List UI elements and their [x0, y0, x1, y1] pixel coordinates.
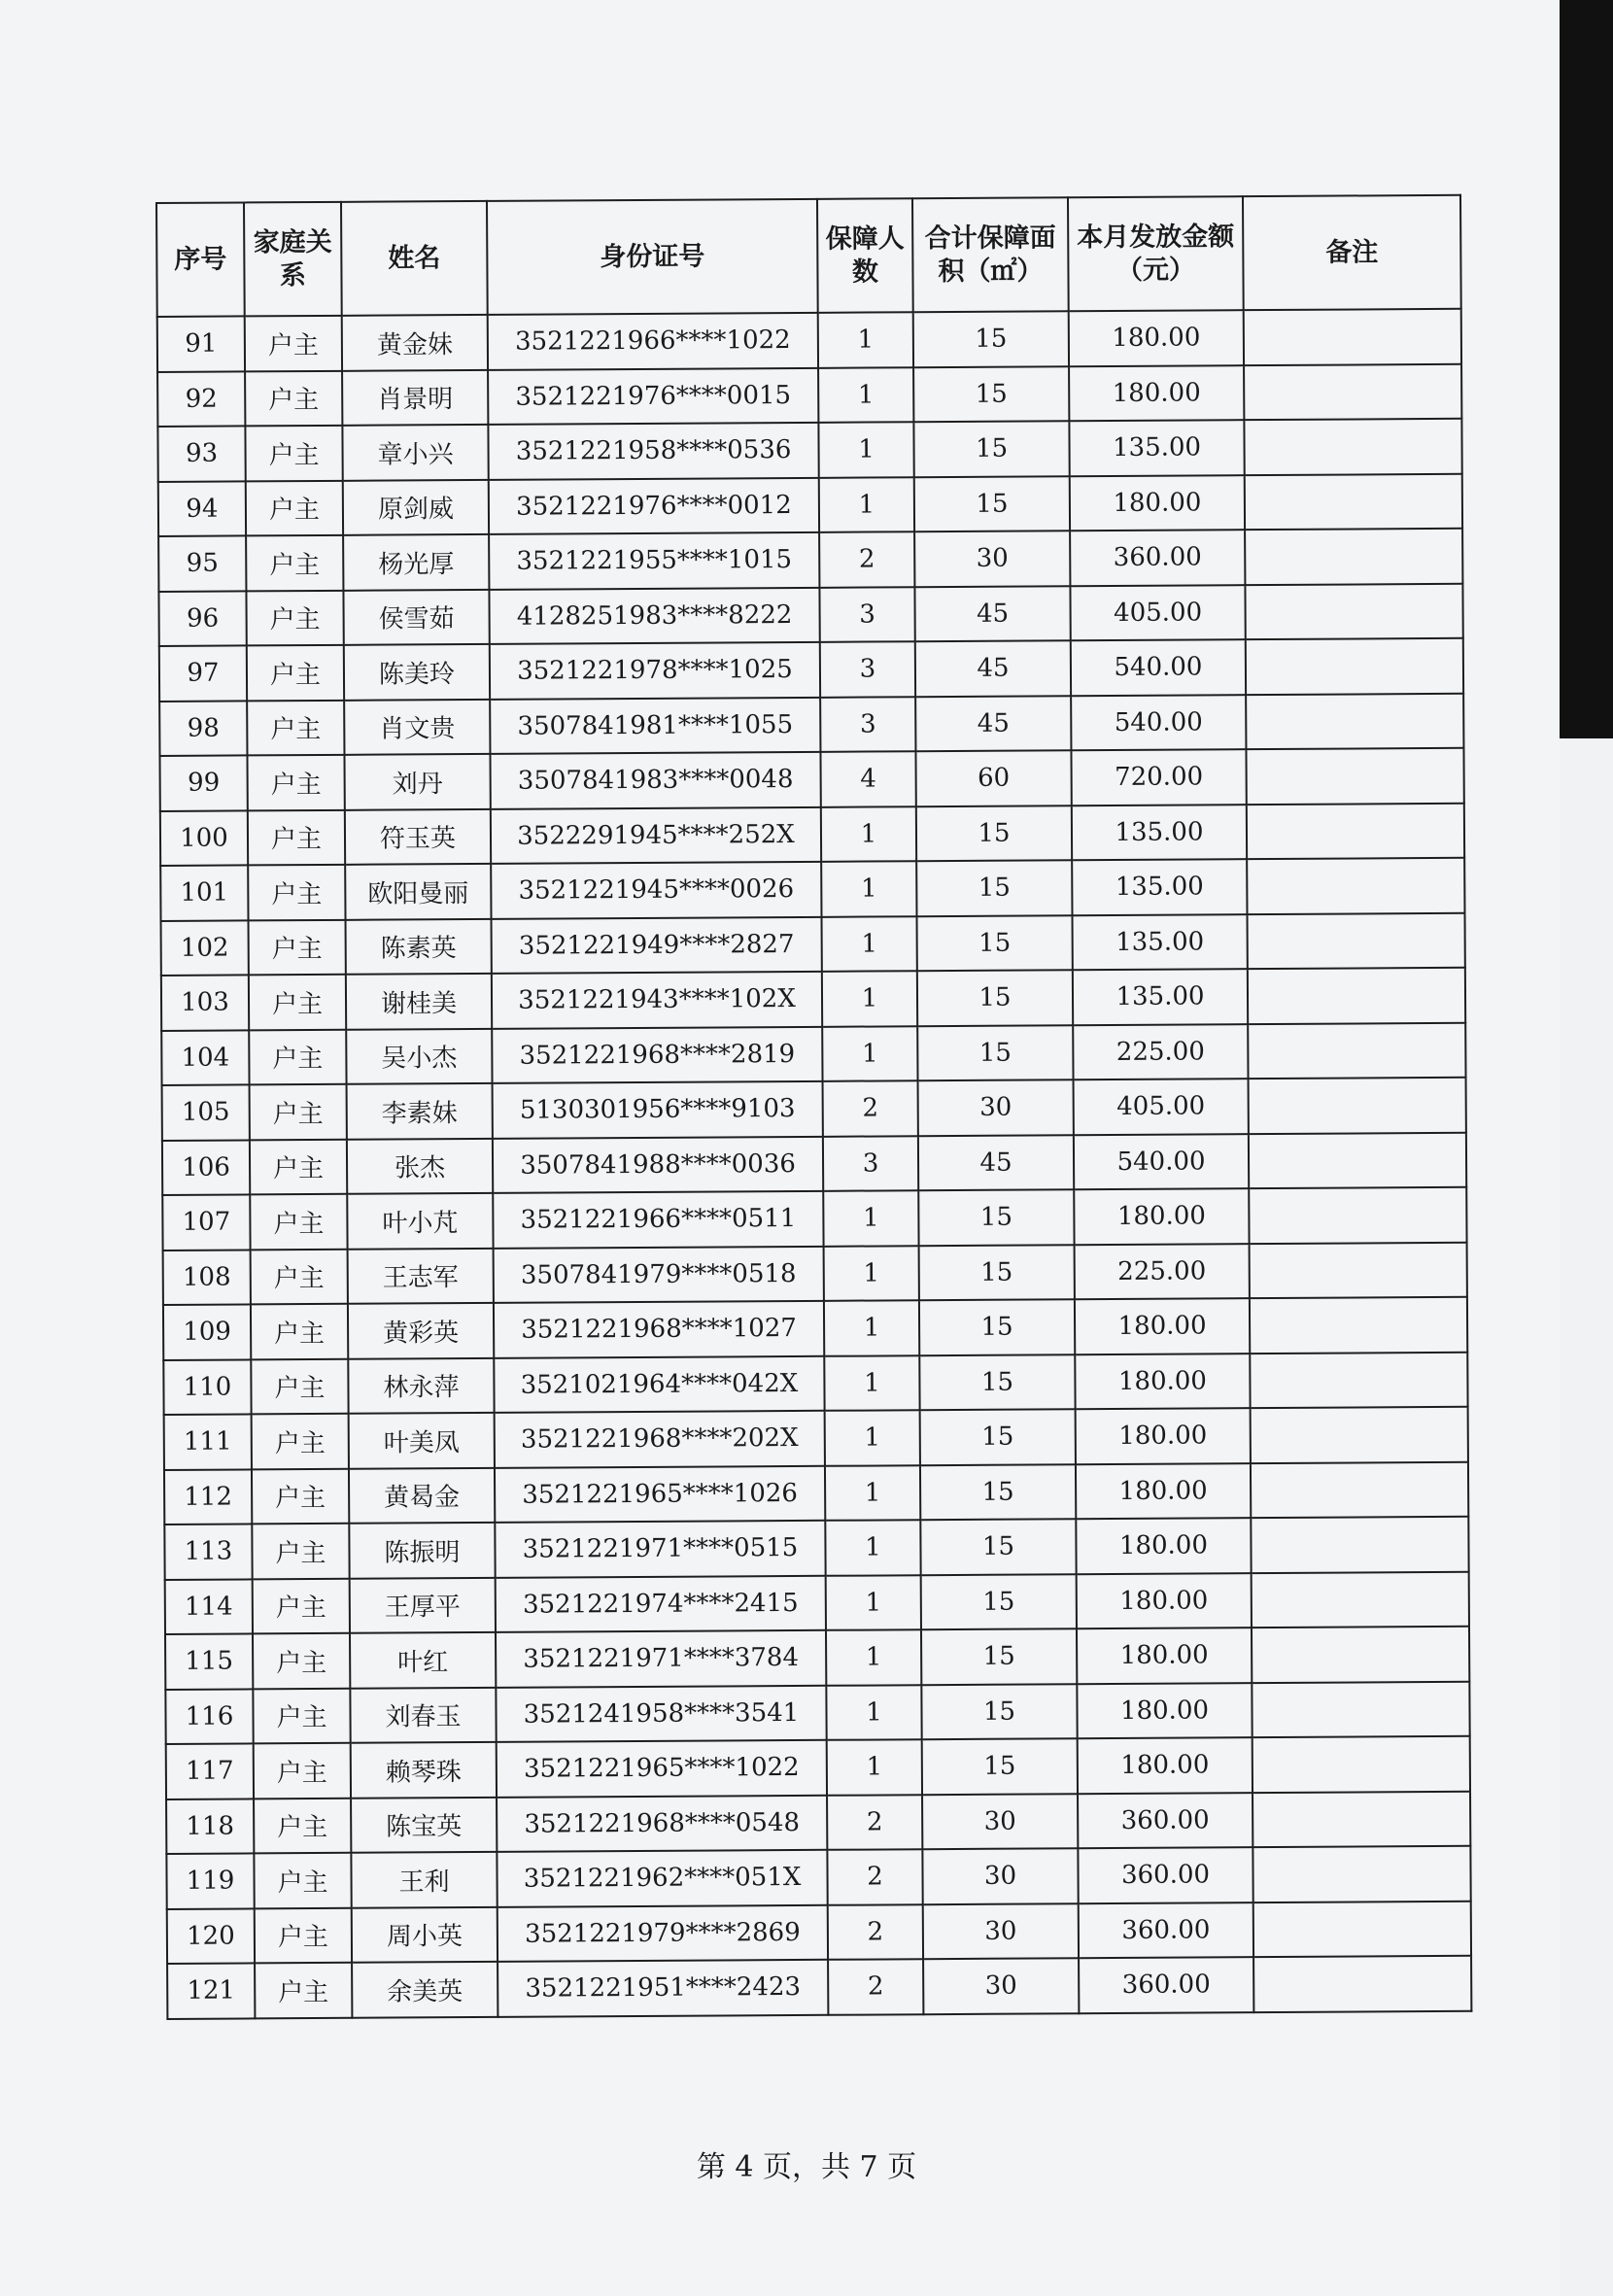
- cell-amount: 180.00: [1075, 1354, 1250, 1410]
- cell-area: 15: [913, 421, 1069, 476]
- cell-seq: 98: [159, 701, 247, 756]
- cell-name: 符玉英: [345, 808, 491, 864]
- cell-id: 3521221966****1022: [488, 313, 818, 370]
- cell-amount: 180.00: [1069, 310, 1244, 366]
- cell-amount: 360.00: [1070, 530, 1245, 586]
- cell-relation: 户主: [252, 1468, 349, 1524]
- cell-name: 李素妹: [347, 1083, 493, 1139]
- header-relation: 家庭关系: [244, 202, 342, 317]
- table-row: [166, 1846, 1470, 1909]
- cell-area: 15: [919, 1354, 1075, 1410]
- cell-name: 肖景明: [342, 369, 488, 425]
- cell-relation: 户主: [255, 1907, 352, 1963]
- cell-amount: 180.00: [1076, 1463, 1251, 1520]
- cell-area: 15: [921, 1684, 1077, 1739]
- cell-persons: 1: [819, 477, 914, 532]
- page-footer: 第 4 页，共 7 页: [696, 2150, 917, 2184]
- table-row: [158, 583, 1462, 646]
- cell-amount: 540.00: [1071, 695, 1246, 751]
- cell-name: 叶小芃: [347, 1193, 493, 1249]
- cell-area: 30: [923, 1958, 1079, 2013]
- cell-area: 30: [918, 1079, 1074, 1135]
- cell-persons: 1: [822, 971, 917, 1026]
- cell-seq: 118: [166, 1799, 254, 1854]
- cell-persons: 3: [823, 1136, 918, 1191]
- cell-relation: 户主: [249, 975, 346, 1030]
- cell-remark: [1244, 419, 1461, 475]
- cell-amount: 360.00: [1078, 1847, 1253, 1903]
- cell-persons: 1: [821, 806, 916, 862]
- cell-relation: 户主: [246, 480, 343, 535]
- cell-persons: 2: [823, 1080, 918, 1136]
- cell-id: 3521021964****042X: [494, 1355, 824, 1413]
- table-row: [165, 1627, 1469, 1690]
- table-row: [159, 693, 1463, 756]
- cell-remark: [1248, 1022, 1465, 1079]
- cell-amount: 135.00: [1069, 420, 1244, 476]
- table-row: [157, 419, 1461, 482]
- cell-persons: 2: [828, 1959, 923, 2014]
- cell-relation: 户主: [250, 1194, 347, 1250]
- cell-relation: 户主: [255, 1963, 352, 2018]
- cell-persons: 1: [826, 1575, 921, 1630]
- cell-name: 原剑威: [343, 479, 489, 534]
- cell-remark: [1251, 1517, 1468, 1573]
- cell-relation: 户主: [248, 809, 345, 865]
- cell-persons: 1: [824, 1246, 919, 1301]
- cell-area: 60: [915, 750, 1071, 805]
- cell-seq: 91: [157, 316, 245, 371]
- cell-relation: 户主: [247, 700, 344, 755]
- cell-remark: [1250, 1352, 1467, 1408]
- cell-area: 15: [922, 1738, 1078, 1794]
- cell-remark: [1244, 363, 1461, 420]
- cell-remark: [1253, 1846, 1470, 1902]
- cell-seq: 102: [161, 920, 249, 976]
- cell-remark: [1249, 1187, 1466, 1244]
- cell-name: 王利: [351, 1852, 497, 1907]
- cell-amount: 225.00: [1073, 1024, 1248, 1080]
- cell-relation: 户主: [245, 426, 342, 481]
- cell-id: 5130301956****9103: [493, 1081, 823, 1139]
- cell-remark: [1245, 529, 1462, 585]
- subsidy-roster-table: [155, 194, 1472, 2020]
- cell-persons: 1: [818, 422, 913, 477]
- cell-area: 15: [918, 1189, 1074, 1245]
- cell-area: 30: [923, 1903, 1079, 1959]
- cell-remark: [1245, 473, 1462, 530]
- table-row: [164, 1407, 1468, 1470]
- cell-amount: 540.00: [1071, 639, 1246, 696]
- cell-area: 15: [920, 1519, 1076, 1574]
- table-row: [160, 803, 1464, 866]
- cell-name: 刘春玉: [350, 1687, 496, 1742]
- cell-remark: [1245, 583, 1462, 639]
- table-row: [160, 858, 1464, 921]
- header-persons: 保障人数: [817, 198, 913, 313]
- cell-seq: 115: [165, 1633, 253, 1689]
- cell-seq: 121: [167, 1963, 255, 2018]
- cell-id: 3521221976****0015: [488, 367, 818, 425]
- cell-name: 张杰: [347, 1138, 493, 1193]
- cell-seq: 107: [162, 1194, 250, 1250]
- table-row: [162, 1078, 1466, 1141]
- cell-relation: 户主: [254, 1798, 351, 1853]
- cell-name: 陈振明: [349, 1523, 495, 1578]
- cell-relation: 户主: [250, 1139, 347, 1194]
- table-row: [159, 748, 1463, 811]
- cell-amount: 360.00: [1078, 1793, 1253, 1849]
- table-row: [165, 1571, 1469, 1634]
- cell-remark: [1251, 1407, 1468, 1463]
- cell-area: 15: [917, 1025, 1073, 1080]
- table-header-row: [156, 195, 1461, 317]
- cell-area: 15: [917, 970, 1073, 1025]
- cell-seq: 96: [158, 591, 246, 646]
- cell-area: 15: [921, 1628, 1077, 1684]
- cell-seq: 120: [167, 1908, 255, 1964]
- cell-remark: [1252, 1627, 1469, 1683]
- cell-amount: 180.00: [1075, 1298, 1250, 1354]
- header-remark: 备注: [1243, 195, 1461, 310]
- cell-relation: 户主: [246, 535, 343, 591]
- cell-seq: 93: [157, 426, 245, 481]
- cell-area: 15: [919, 1299, 1075, 1354]
- table-row: [157, 363, 1461, 427]
- cell-remark: [1251, 1461, 1468, 1518]
- table-row: [167, 1901, 1471, 1964]
- cell-id: 3521221965****1026: [495, 1465, 825, 1523]
- cell-remark: [1253, 1901, 1471, 1957]
- cell-name: 赖琴珠: [351, 1742, 497, 1798]
- cell-seq: 101: [160, 865, 248, 920]
- table-row: [159, 638, 1463, 702]
- cell-relation: 户主: [251, 1304, 348, 1359]
- cell-id: 3521221976****0012: [489, 477, 819, 534]
- cell-relation: 户主: [253, 1688, 350, 1743]
- cell-id: 3507841981****1055: [490, 697, 820, 754]
- cell-id: 3521221951****2423: [498, 1960, 828, 2017]
- cell-remark: [1252, 1681, 1469, 1737]
- cell-remark: [1246, 638, 1463, 695]
- cell-seq: 113: [164, 1524, 252, 1579]
- cell-amount: 180.00: [1077, 1573, 1252, 1629]
- cell-relation: 户主: [249, 919, 346, 975]
- cell-id: 3507841988****0036: [493, 1136, 823, 1193]
- table-row: [163, 1242, 1467, 1305]
- cell-persons: 1: [818, 312, 913, 367]
- cell-area: 15: [920, 1464, 1076, 1520]
- table-row: [161, 912, 1465, 976]
- cell-id: 3521221971****0515: [495, 1521, 825, 1578]
- cell-name: 王厚平: [350, 1577, 496, 1632]
- cell-seq: 92: [157, 371, 245, 427]
- cell-persons: 2: [819, 531, 914, 587]
- cell-seq: 111: [164, 1414, 252, 1469]
- header-id: 身份证号: [487, 199, 818, 315]
- cell-area: 15: [914, 476, 1070, 531]
- cell-name: 王志军: [348, 1248, 494, 1303]
- cell-remark: [1246, 693, 1463, 749]
- cell-id: 3521221955****1015: [489, 532, 819, 590]
- cell-amount: 720.00: [1071, 749, 1246, 805]
- cell-relation: 户主: [248, 865, 345, 920]
- cell-id: 3521221971****3784: [496, 1630, 826, 1688]
- cell-amount: 135.00: [1072, 859, 1247, 915]
- cell-persons: 1: [826, 1629, 921, 1685]
- cell-amount: 180.00: [1070, 475, 1245, 531]
- cell-id: 3521221968****0548: [497, 1795, 827, 1852]
- cell-id: 3521221966****0511: [493, 1191, 823, 1249]
- table-row: [163, 1352, 1467, 1415]
- cell-seq: 109: [163, 1304, 251, 1359]
- table-row: [157, 309, 1461, 372]
- cell-amount: 180.00: [1077, 1628, 1252, 1684]
- cell-seq: 105: [162, 1084, 250, 1140]
- cell-name: 陈美玲: [344, 644, 490, 700]
- cell-remark: [1247, 912, 1464, 969]
- cell-name: 陈素英: [346, 918, 492, 974]
- cell-name: 叶美凤: [349, 1413, 495, 1468]
- cell-amount: 180.00: [1076, 1408, 1251, 1464]
- cell-remark: [1253, 1956, 1471, 2012]
- cell-id: 3521221949****2827: [492, 916, 822, 974]
- cell-relation: 户主: [251, 1249, 348, 1304]
- cell-persons: 1: [827, 1739, 922, 1795]
- cell-area: 45: [914, 586, 1070, 641]
- header-amount: 本月发放金额（元）: [1068, 196, 1244, 311]
- cell-id: 4128251983****8222: [489, 587, 819, 644]
- cell-area: 45: [915, 640, 1071, 696]
- header-seq: 序号: [156, 202, 245, 317]
- table-body: [157, 309, 1472, 2019]
- cell-id: 3521221958****0536: [488, 423, 818, 480]
- cell-persons: 3: [820, 697, 915, 752]
- cell-amount: 180.00: [1077, 1683, 1252, 1739]
- cell-seq: 112: [164, 1469, 252, 1525]
- cell-seq: 119: [166, 1853, 254, 1908]
- cell-remark: [1249, 1078, 1466, 1134]
- header-area: 合计保障面积（㎡）: [912, 197, 1069, 312]
- table-row: [161, 1022, 1465, 1085]
- cell-amount: 180.00: [1074, 1188, 1249, 1245]
- cell-relation: 户主: [249, 1029, 346, 1084]
- cell-relation: 户主: [251, 1358, 348, 1414]
- cell-name: 肖文贵: [344, 699, 490, 754]
- cell-name: 杨光厚: [343, 534, 489, 590]
- cell-seq: 95: [158, 535, 246, 591]
- cell-persons: 1: [824, 1300, 919, 1355]
- cell-name: 陈宝英: [351, 1797, 497, 1852]
- cell-relation: 户主: [252, 1414, 349, 1469]
- table-row: [161, 968, 1465, 1031]
- cell-name: 侯雪茹: [343, 589, 489, 644]
- header-name: 姓名: [341, 201, 488, 316]
- cell-persons: 4: [820, 751, 915, 806]
- cell-area: 15: [919, 1245, 1075, 1300]
- cell-remark: [1246, 748, 1463, 805]
- cell-seq: 97: [159, 645, 247, 701]
- cell-relation: 户主: [245, 370, 342, 426]
- cell-amount: 405.00: [1070, 585, 1245, 641]
- cell-amount: 180.00: [1076, 1518, 1251, 1574]
- cell-amount: 360.00: [1079, 1957, 1253, 2013]
- cell-id: 3507841979****0518: [494, 1246, 824, 1303]
- cell-remark: [1248, 968, 1465, 1024]
- cell-persons: 1: [826, 1685, 921, 1740]
- cell-persons: 3: [819, 587, 914, 642]
- cell-area: 15: [913, 311, 1069, 366]
- table-row: [164, 1461, 1468, 1525]
- cell-amount: 135.00: [1072, 914, 1247, 971]
- cell-id: 3507841983****0048: [490, 752, 820, 809]
- cell-persons: 2: [828, 1904, 923, 1960]
- cell-remark: [1253, 1736, 1470, 1793]
- cell-name: 叶红: [350, 1632, 496, 1688]
- cell-area: 45: [918, 1135, 1074, 1190]
- cell-relation: 户主: [253, 1633, 350, 1689]
- cell-persons: 1: [824, 1355, 919, 1411]
- cell-name: 吴小杰: [346, 1028, 492, 1083]
- cell-id: 3522291945****252X: [491, 806, 821, 864]
- cell-relation: 户主: [254, 1743, 351, 1799]
- cell-id: 3521221968****1027: [494, 1301, 824, 1358]
- cell-area: 15: [917, 915, 1073, 971]
- cell-id: 3521221974****2415: [496, 1575, 826, 1632]
- cell-amount: 135.00: [1072, 805, 1247, 861]
- cell-name: 谢桂美: [346, 974, 492, 1029]
- cell-area: 15: [916, 805, 1072, 861]
- cell-relation: 户主: [250, 1084, 347, 1140]
- scan-edge-paper: [1560, 738, 1613, 2296]
- cell-area: 30: [914, 531, 1070, 586]
- table-row: [163, 1297, 1467, 1360]
- cell-amount: 405.00: [1074, 1079, 1249, 1135]
- cell-seq: 103: [161, 975, 249, 1030]
- cell-remark: [1250, 1242, 1467, 1298]
- cell-relation: 户主: [252, 1524, 349, 1579]
- cell-area: 15: [921, 1574, 1077, 1629]
- cell-area: 30: [922, 1794, 1078, 1849]
- cell-area: 45: [915, 696, 1071, 751]
- cell-seq: 94: [158, 481, 246, 536]
- cell-seq: 110: [163, 1359, 251, 1415]
- cell-name: 黄彩英: [348, 1303, 494, 1358]
- cell-id: 3521221968****202X: [495, 1411, 825, 1468]
- cell-seq: 114: [165, 1579, 253, 1634]
- table-row: [158, 473, 1462, 536]
- cell-relation: 户主: [245, 316, 342, 371]
- cell-id: 3521221979****2869: [498, 1904, 828, 1962]
- cell-id: 3521221965****1022: [497, 1740, 827, 1798]
- table-row: [164, 1517, 1468, 1580]
- cell-persons: 1: [823, 1190, 918, 1246]
- cell-seq: 99: [159, 755, 247, 810]
- cell-remark: [1247, 858, 1464, 914]
- cell-name: 欧阳曼丽: [345, 864, 491, 919]
- cell-seq: 116: [165, 1689, 253, 1744]
- cell-relation: 户主: [247, 645, 344, 701]
- cell-relation: 户主: [247, 755, 344, 810]
- cell-remark: [1250, 1297, 1467, 1354]
- cell-id: 3521221962****051X: [497, 1850, 827, 1907]
- cell-id: 3521221968****2819: [492, 1026, 822, 1083]
- cell-name: 黄金妹: [342, 315, 488, 370]
- cell-persons: 2: [827, 1795, 922, 1850]
- cell-relation: 户主: [254, 1853, 351, 1908]
- cell-persons: 1: [818, 367, 913, 423]
- cell-name: 余美英: [352, 1962, 498, 2017]
- cell-amount: 180.00: [1069, 365, 1244, 422]
- cell-persons: 1: [822, 1026, 917, 1081]
- cell-area: 15: [913, 366, 1069, 422]
- cell-amount: 180.00: [1078, 1737, 1253, 1794]
- cell-name: 周小英: [352, 1906, 498, 1962]
- table-row: [162, 1187, 1466, 1251]
- cell-seq: 106: [162, 1140, 250, 1195]
- table-row: [167, 1956, 1471, 2019]
- table-row: [158, 529, 1462, 592]
- cell-area: 15: [920, 1409, 1076, 1464]
- cell-persons: 1: [822, 916, 917, 972]
- cell-amount: 225.00: [1075, 1244, 1250, 1300]
- table-row: [166, 1791, 1470, 1854]
- table-row: [162, 1132, 1466, 1195]
- cell-id: 3521221978****1025: [490, 642, 820, 700]
- cell-persons: 2: [827, 1849, 922, 1904]
- cell-id: 3521221943****102X: [492, 972, 822, 1029]
- cell-seq: 104: [161, 1030, 249, 1085]
- cell-amount: 360.00: [1079, 1902, 1253, 1959]
- cell-amount: 135.00: [1073, 969, 1248, 1025]
- cell-name: 刘丹: [344, 754, 490, 809]
- cell-remark: [1249, 1132, 1466, 1188]
- cell-persons: 1: [821, 861, 916, 916]
- cell-persons: 3: [820, 641, 915, 697]
- cell-name: 章小兴: [342, 425, 488, 480]
- cell-name: 黄曷金: [349, 1467, 495, 1523]
- cell-remark: [1244, 309, 1461, 365]
- cell-area: 30: [922, 1848, 1078, 1903]
- cell-id: 3521221945****0026: [491, 862, 821, 919]
- cell-relation: 户主: [253, 1578, 350, 1633]
- table-row: [165, 1681, 1469, 1744]
- cell-name: 林永萍: [348, 1357, 494, 1413]
- cell-persons: 1: [825, 1465, 920, 1521]
- cell-persons: 1: [825, 1410, 920, 1465]
- cell-remark: [1253, 1791, 1470, 1847]
- cell-amount: 540.00: [1074, 1134, 1249, 1190]
- cell-area: 15: [916, 860, 1072, 915]
- cell-remark: [1247, 803, 1464, 859]
- cell-remark: [1252, 1571, 1469, 1628]
- cell-persons: 1: [825, 1520, 920, 1575]
- cell-relation: 户主: [246, 590, 343, 645]
- cell-seq: 108: [163, 1250, 251, 1305]
- cell-id: 3521241958****3541: [496, 1685, 826, 1742]
- cell-seq: 117: [166, 1743, 254, 1799]
- table-row: [166, 1736, 1470, 1799]
- cell-seq: 100: [160, 810, 248, 866]
